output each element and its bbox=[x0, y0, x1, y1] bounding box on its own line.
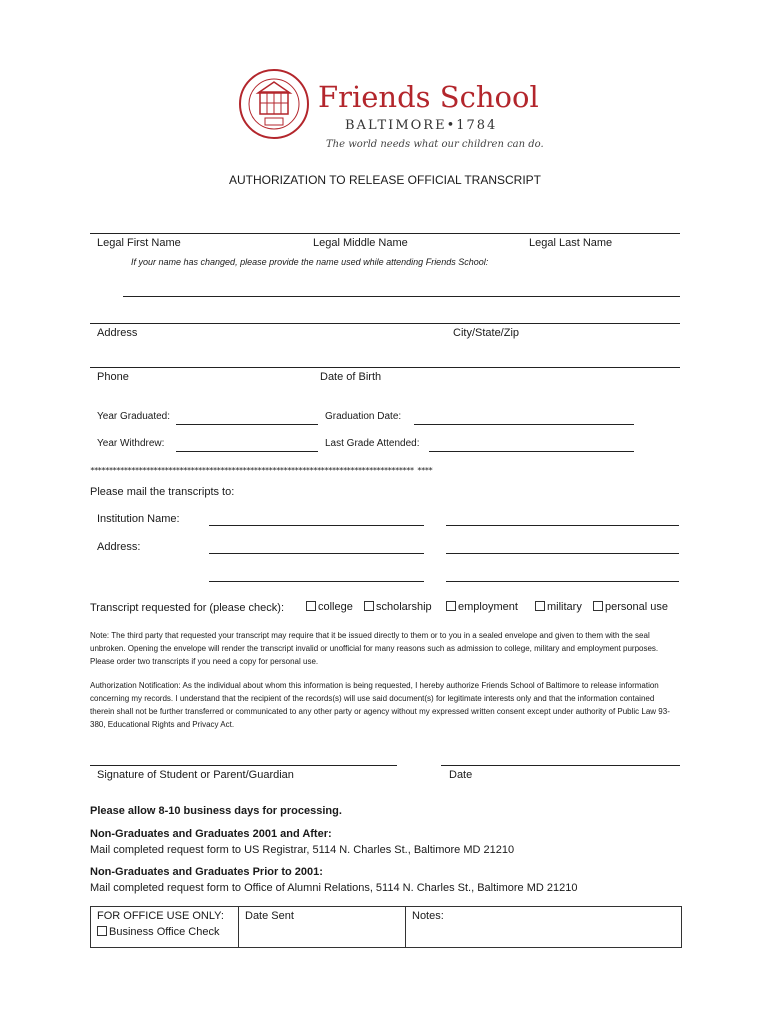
checkbox-icon[interactable] bbox=[364, 601, 374, 611]
school-name: Friends School bbox=[318, 80, 539, 114]
school-location: BALTIMORE•1784 bbox=[345, 118, 498, 133]
office-cell-notes[interactable] bbox=[406, 907, 681, 947]
date-label: Date bbox=[449, 769, 473, 781]
processing-note: Please allow 8-10 business days for processing. bbox=[90, 805, 342, 817]
page-title: AUTHORIZATION TO RELEASE OFFICIAL TRANSCRIPT bbox=[228, 173, 542, 187]
name-line[interactable] bbox=[90, 233, 680, 234]
option-military[interactable]: military bbox=[535, 601, 582, 613]
option-college[interactable]: college bbox=[306, 601, 353, 613]
school-seal bbox=[238, 68, 310, 140]
instruction-heading-1: Non-Graduates and Graduates 2001 and After: bbox=[90, 828, 332, 840]
mail-address-field-2[interactable] bbox=[446, 553, 679, 554]
instruction-text-1: Mail completed request form to US Registrar, 5114 N. Charles St., Baltimore MD 21210 bbox=[90, 844, 515, 856]
city-state-zip-label: City/State/Zip bbox=[453, 327, 520, 339]
phone-label: Phone bbox=[97, 371, 129, 383]
date-field[interactable] bbox=[441, 765, 680, 766]
school-tagline: The world needs what our children can do. bbox=[326, 139, 544, 150]
last-grade-label: Last Grade Attended: bbox=[325, 438, 420, 449]
date-sent-label: Date Sent bbox=[245, 910, 294, 922]
notes-label: Notes: bbox=[412, 910, 444, 922]
address-line[interactable] bbox=[90, 323, 680, 324]
mail-address-field-4[interactable] bbox=[446, 581, 679, 582]
year-withdrew-field[interactable] bbox=[176, 451, 318, 452]
year-withdrew-label: Year Withdrew: bbox=[97, 438, 165, 449]
option-scholarship[interactable]: scholarship bbox=[364, 601, 432, 613]
legal-middle-name-label: Legal Middle Name bbox=[313, 237, 408, 249]
separator: *************************************************************************************** **** bbox=[90, 466, 432, 475]
office-cell-date bbox=[239, 907, 406, 947]
institution-field-1[interactable] bbox=[209, 525, 424, 526]
signature-label: Signature of Student or Parent/Guardian bbox=[97, 769, 294, 781]
request-label: Transcript requested for (please check): bbox=[90, 602, 285, 614]
signature-field[interactable] bbox=[90, 765, 397, 766]
graduation-date-field[interactable] bbox=[414, 424, 634, 425]
last-grade-field[interactable] bbox=[429, 451, 634, 452]
checkbox-icon[interactable] bbox=[97, 926, 107, 936]
instruction-heading-2: Non-Graduates and Graduates Prior to 2001: bbox=[90, 866, 323, 878]
instruction-text-2: Mail completed request form to Office of Alumni Relations, 5114 N. Charles St., Baltimore MD 21210 bbox=[90, 882, 578, 894]
institution-field-2[interactable] bbox=[446, 525, 679, 526]
dob-label: Date of Birth bbox=[320, 371, 382, 383]
phone-line[interactable] bbox=[90, 367, 680, 368]
institution-name-label: Institution Name: bbox=[97, 513, 180, 525]
mail-address-label: Address: bbox=[97, 541, 141, 553]
mail-address-field-1[interactable] bbox=[209, 553, 424, 554]
checkbox-icon[interactable] bbox=[306, 601, 316, 611]
legal-first-name-label: Legal First Name bbox=[97, 237, 181, 249]
note-text: Note: The third party that requested your transcript may require that it be issued directly to them or to you in a sealed envelope and given to them with the seal unbroken. Opening the envelope will render the transcript invalid or unofficial for many reasons such as admission to college, military and employment purposes. Please order two transcripts if you need a copy for personal use. bbox=[90, 631, 659, 666]
address-label: Address bbox=[97, 327, 138, 339]
checkbox-icon[interactable] bbox=[446, 601, 456, 611]
mail-heading: Please mail the transcripts to: bbox=[90, 486, 235, 498]
checkbox-icon[interactable] bbox=[535, 601, 545, 611]
business-office-check[interactable]: Business Office Check bbox=[97, 926, 219, 938]
office-use-table bbox=[90, 906, 682, 948]
legal-last-name-label: Legal Last Name bbox=[529, 237, 613, 249]
checkbox-icon[interactable] bbox=[593, 601, 603, 611]
option-personal-use[interactable]: personal use bbox=[593, 601, 668, 613]
graduation-date-label: Graduation Date: bbox=[325, 411, 402, 422]
authorization-text: Authorization Notification: As the individual about whom this information is being requested, I hereby authorize Friends School of Baltimore to release information concerning my records. I understand that the recipient of the records(s) will use said document(s) for legitimate interests only and that the information contained therein shall not be further transferred or communicated to any other party or agency without my expressed written consent except under authority of Public Law 93-380, Educational Rights and Privacy Act. bbox=[90, 681, 670, 729]
option-employment[interactable]: employment bbox=[446, 601, 518, 613]
mail-address-field-3[interactable] bbox=[209, 581, 424, 582]
year-graduated-field[interactable] bbox=[176, 424, 318, 425]
year-graduated-label: Year Graduated: bbox=[97, 411, 171, 422]
name-changed-note: If your name has changed, please provide the name used while attending Friends School: bbox=[131, 257, 489, 267]
office-cell-check bbox=[91, 907, 239, 947]
former-name-line[interactable] bbox=[123, 296, 680, 297]
office-use-label: FOR OFFICE USE ONLY: bbox=[97, 910, 224, 922]
